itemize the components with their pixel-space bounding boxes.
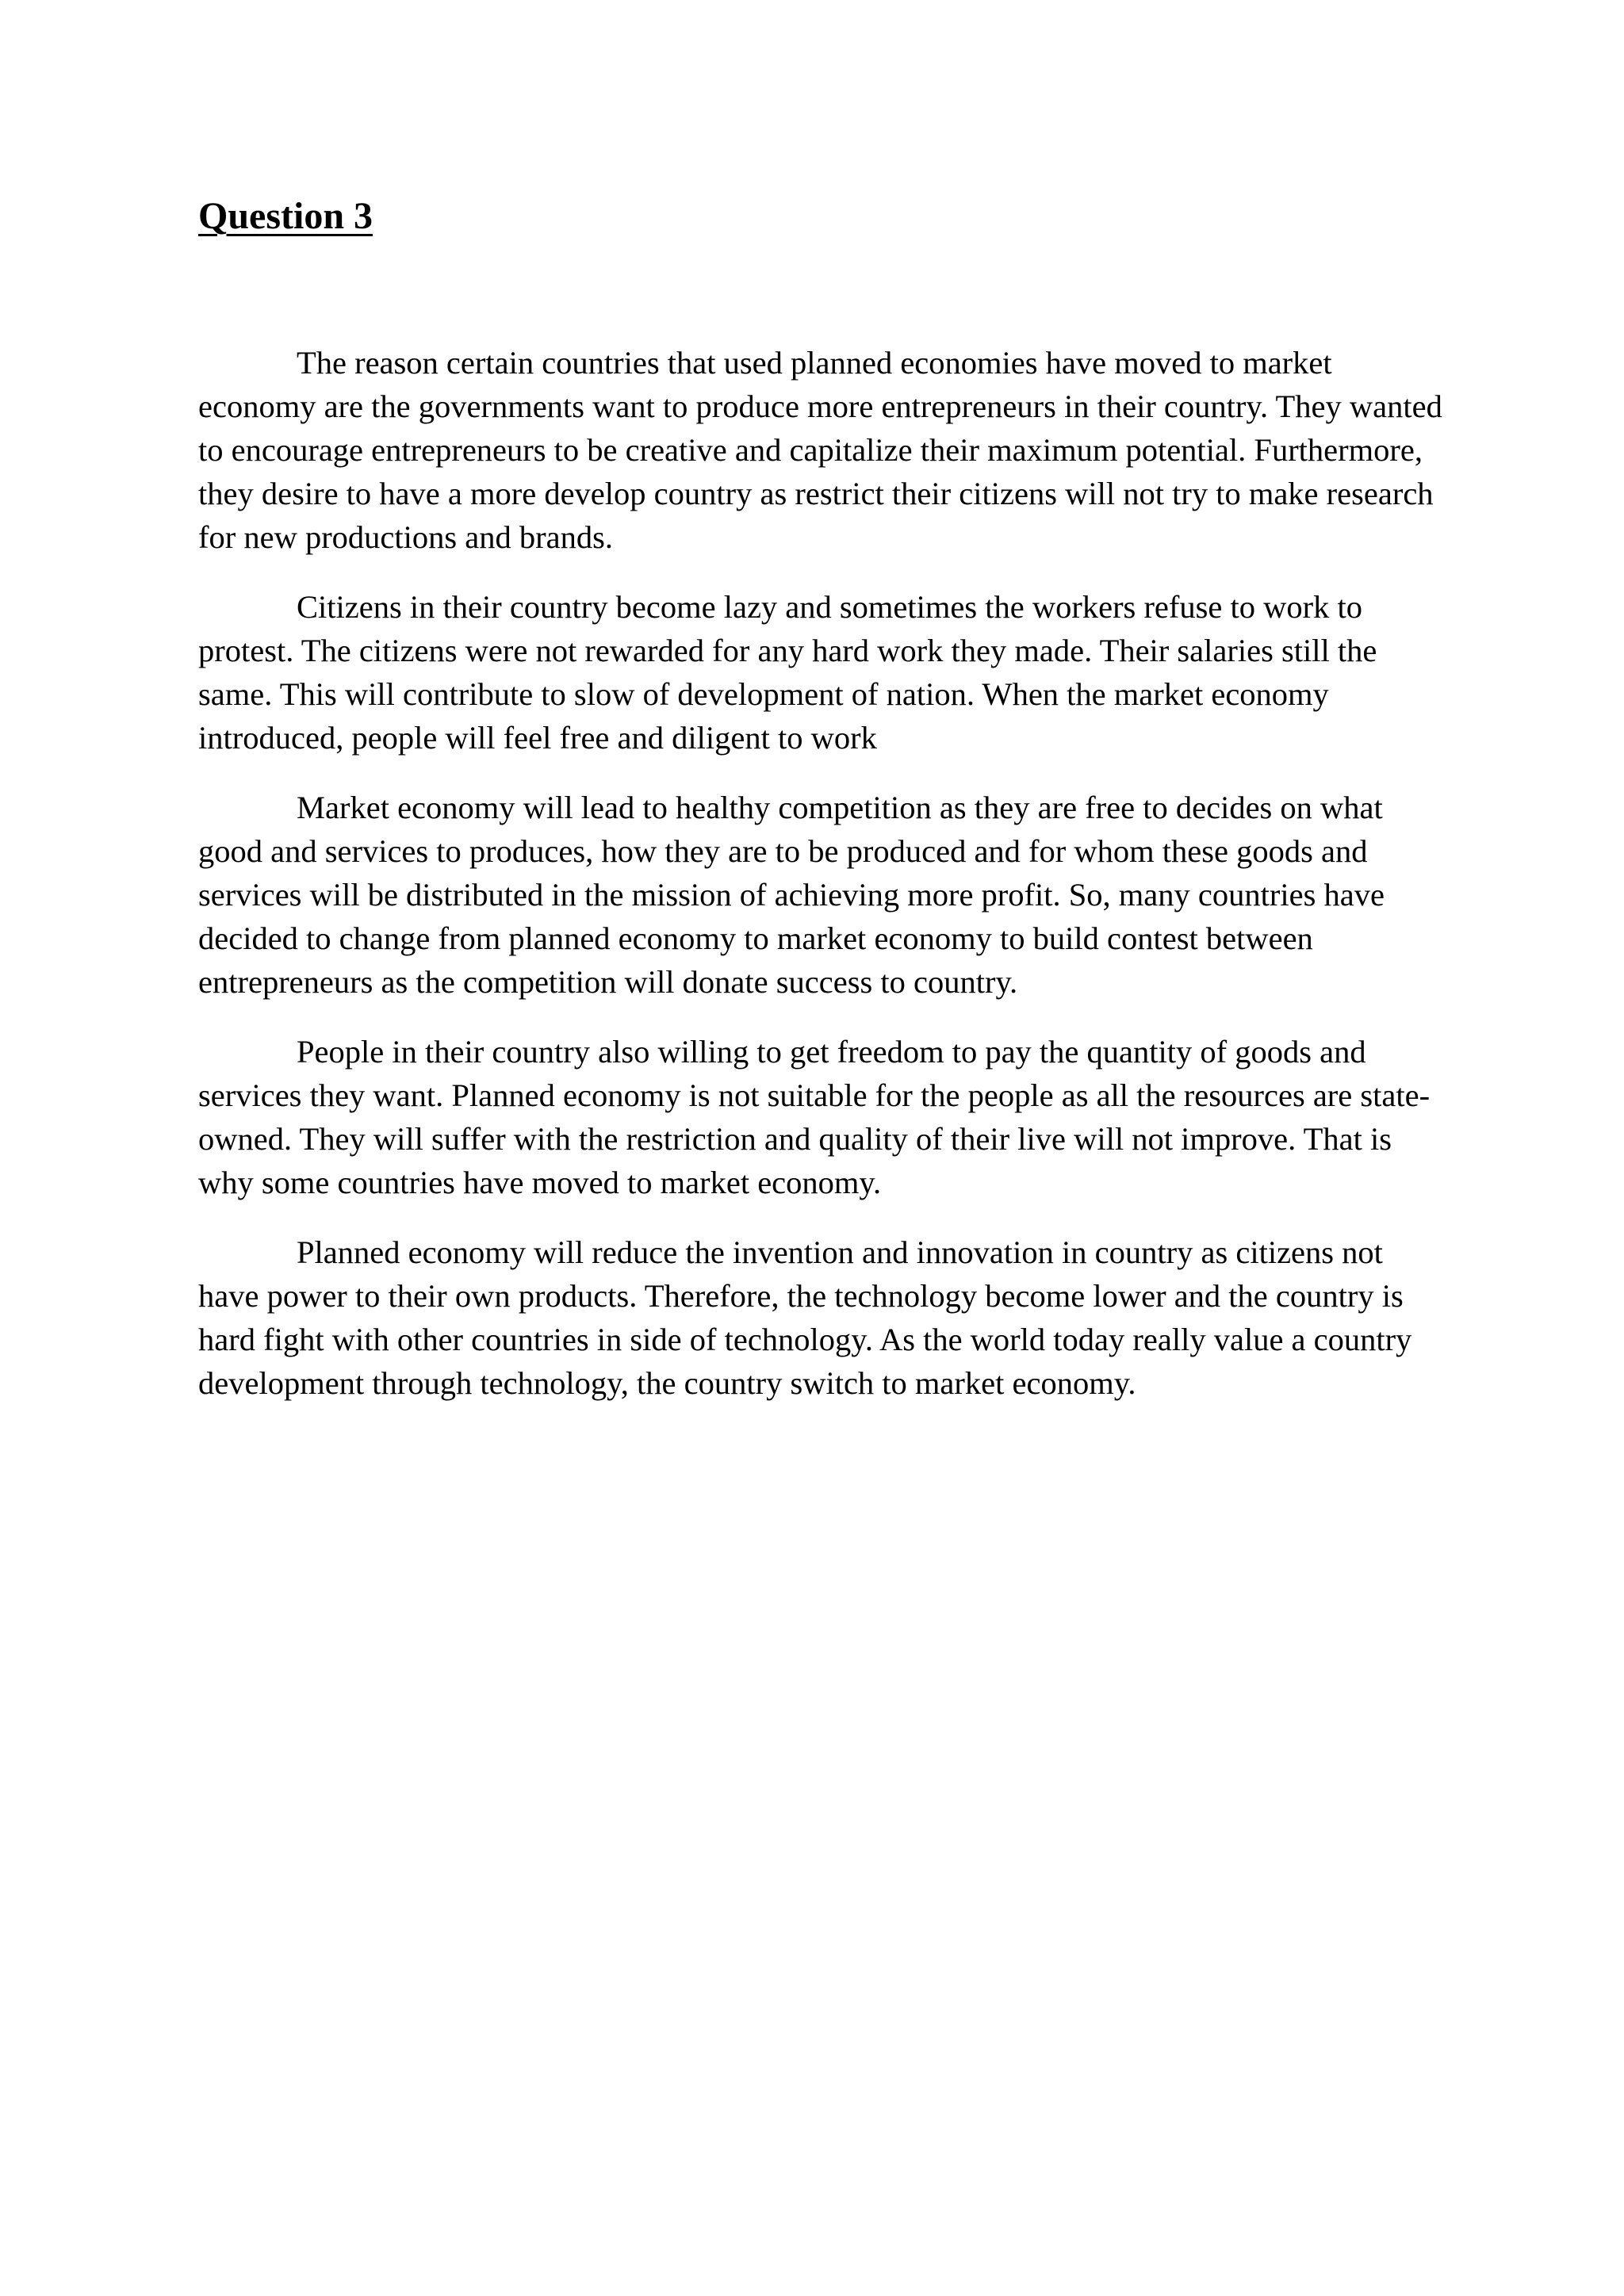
question-heading: Question 3 [198, 195, 373, 237]
body-paragraph-1: The reason certain countries that used planned economies have moved to market economy are the governments want to produce more entrepreneurs in their country. They wanted to encourage entrepreneurs to be creative and capitalize their maximum potential. Furthermore, they desire to have a more develop country as restrict their citizens will not try to make research for new productions and brands. [198, 345, 1442, 555]
body-paragraph-4: People in their country also willing to get freedom to pay the quantity of goods and services they want. Planned economy is not suitable for the people as all the resources are state-owned. They will suffer with the restriction and quality of their live will not improve. That is why some countries have moved to market economy. [198, 1034, 1431, 1200]
answer-body [198, 341, 1451, 1431]
body-paragraph-2: Citizens in their country become lazy and sometimes the workers refuse to work to protest. The citizens were not rewarded for any hard work they made. Their salaries still the same. This will contribute to slow of development of nation. When the market economy introduced, people will feel free and diligent to work [198, 589, 1377, 756]
body-paragraph-3: Market economy will lead to healthy competition as they are free to decides on what good and services to produces, how they are to be produced and for whom these goods and services will be distributed in the mission of achieving more profit. So, many countries have decided to change from planned economy to market economy to build contest between entrepreneurs as the competition will donate success to country. [198, 790, 1385, 1000]
body-paragraph-5: Planned economy will reduce the invention and innovation in country as citizens not have power to their own products. Therefore, the technology become lower and the country is hard fight with other countries in side of technology. As the world today really value a country development through technology, the country switch to market economy. [198, 1234, 1412, 1401]
